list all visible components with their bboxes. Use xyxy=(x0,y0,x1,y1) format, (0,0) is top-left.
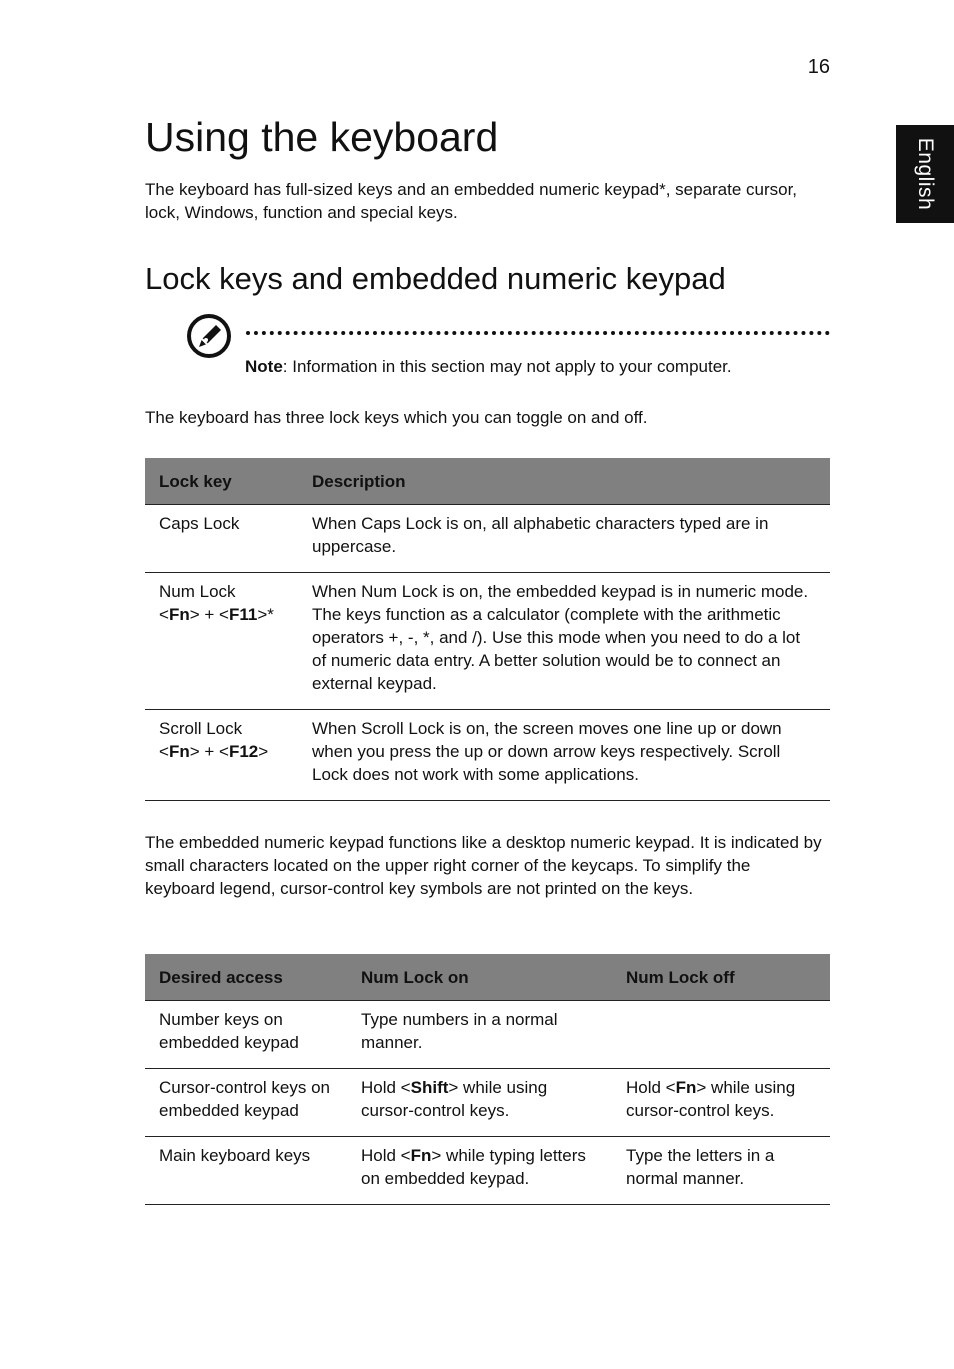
note-label: Note xyxy=(245,357,283,376)
num-lock-off-cell: Hold <Fn> while using cursor-control keys. xyxy=(612,1069,830,1137)
access-cell: Number keys on embedded keypad xyxy=(145,1001,347,1069)
key-combo: <Fn> + <F12> xyxy=(159,742,269,761)
table-row xyxy=(145,505,830,573)
access-cell: Cursor-control keys on embedded keypad xyxy=(145,1069,347,1137)
key-combo: <Fn> + <F11>* xyxy=(159,605,274,624)
lock-key-cell xyxy=(145,505,298,573)
description-cell: When Scroll Lock is on, the screen moves one line up or down when you press the up or down arrow keys respectively. Scroll Lock does not work with some applications. xyxy=(298,710,830,801)
lock-key-cell xyxy=(145,573,298,710)
table-row xyxy=(145,1001,830,1069)
page-number: 16 xyxy=(807,56,830,78)
lock-key-name: Num Lock xyxy=(159,582,236,601)
num-lock-off-cell: Type the letters in a normal manner. xyxy=(612,1137,830,1205)
lock-key-cell xyxy=(145,710,298,801)
column-header: Desired access xyxy=(145,954,347,1001)
key-shift: Shift xyxy=(410,1078,449,1097)
column-header: Num Lock on xyxy=(347,954,612,1001)
keypad-access-table xyxy=(145,954,830,1205)
key-fn: Fn xyxy=(168,605,190,624)
table-row xyxy=(145,710,830,801)
access-cell: Main keyboard keys xyxy=(145,1137,347,1205)
note-pen-icon xyxy=(186,313,232,359)
language-tab-label: English xyxy=(914,137,938,211)
note-divider xyxy=(246,331,830,335)
lock-key-name: Scroll Lock xyxy=(159,719,243,738)
lock-key-name: Caps Lock xyxy=(159,514,240,533)
note-text xyxy=(245,355,732,378)
column-header: Num Lock off xyxy=(612,954,830,1001)
table-row xyxy=(145,573,830,710)
note-body: : Information in this section may not apply to your computer. xyxy=(282,357,732,376)
lock-keys-table xyxy=(145,458,830,801)
column-header: Lock key xyxy=(145,458,298,505)
keypad-intro-paragraph: The embedded numeric keypad functions like a desktop numeric keypad. It is indicated by small characters located on the upper right corner of the keycaps. To simplify the keyboard legend, cursor-control key symbols are not printed on the keys. xyxy=(145,833,822,898)
intro-paragraph: The keyboard has full-sized keys and an embedded numeric keypad*, separate cursor, lock, Windows, function and special keys. xyxy=(145,180,798,222)
num-lock-on-cell: Type numbers in a normal manner. xyxy=(347,1001,612,1069)
key-fn: Fn xyxy=(675,1078,697,1097)
key-fn: Fn xyxy=(410,1146,432,1165)
num-lock-on-cell: Hold <Fn> while typing letters on embedded keypad. xyxy=(347,1137,612,1205)
lock-intro-paragraph: The keyboard has three lock keys which you can toggle on and off. xyxy=(145,408,648,427)
page-title: Using the keyboard xyxy=(145,114,499,160)
table-header-row xyxy=(145,458,830,505)
key-fn: Fn xyxy=(168,742,190,761)
table-row xyxy=(145,1137,830,1205)
language-tab xyxy=(896,125,954,223)
num-lock-on-cell: Hold <Shift> while using cursor-control keys. xyxy=(347,1069,612,1137)
table-header-row xyxy=(145,954,830,1001)
key-f12: F12 xyxy=(228,742,259,761)
num-lock-off-cell xyxy=(612,1001,830,1069)
description-cell: When Num Lock is on, the embedded keypad is in numeric mode. The keys function as a calculator (complete with the arithmetic operators +, -, *, and /). Use this mode when you need to do a lot of numeric data entry. A better solution would be to connect an external keypad. xyxy=(298,573,830,710)
description-cell: When Caps Lock is on, all alphabetic characters typed are in uppercase. xyxy=(298,505,830,573)
section-title: Lock keys and embedded numeric keypad xyxy=(145,261,726,296)
key-f11: F11 xyxy=(228,605,258,624)
column-header: Description xyxy=(298,458,830,505)
table-row xyxy=(145,1069,830,1137)
